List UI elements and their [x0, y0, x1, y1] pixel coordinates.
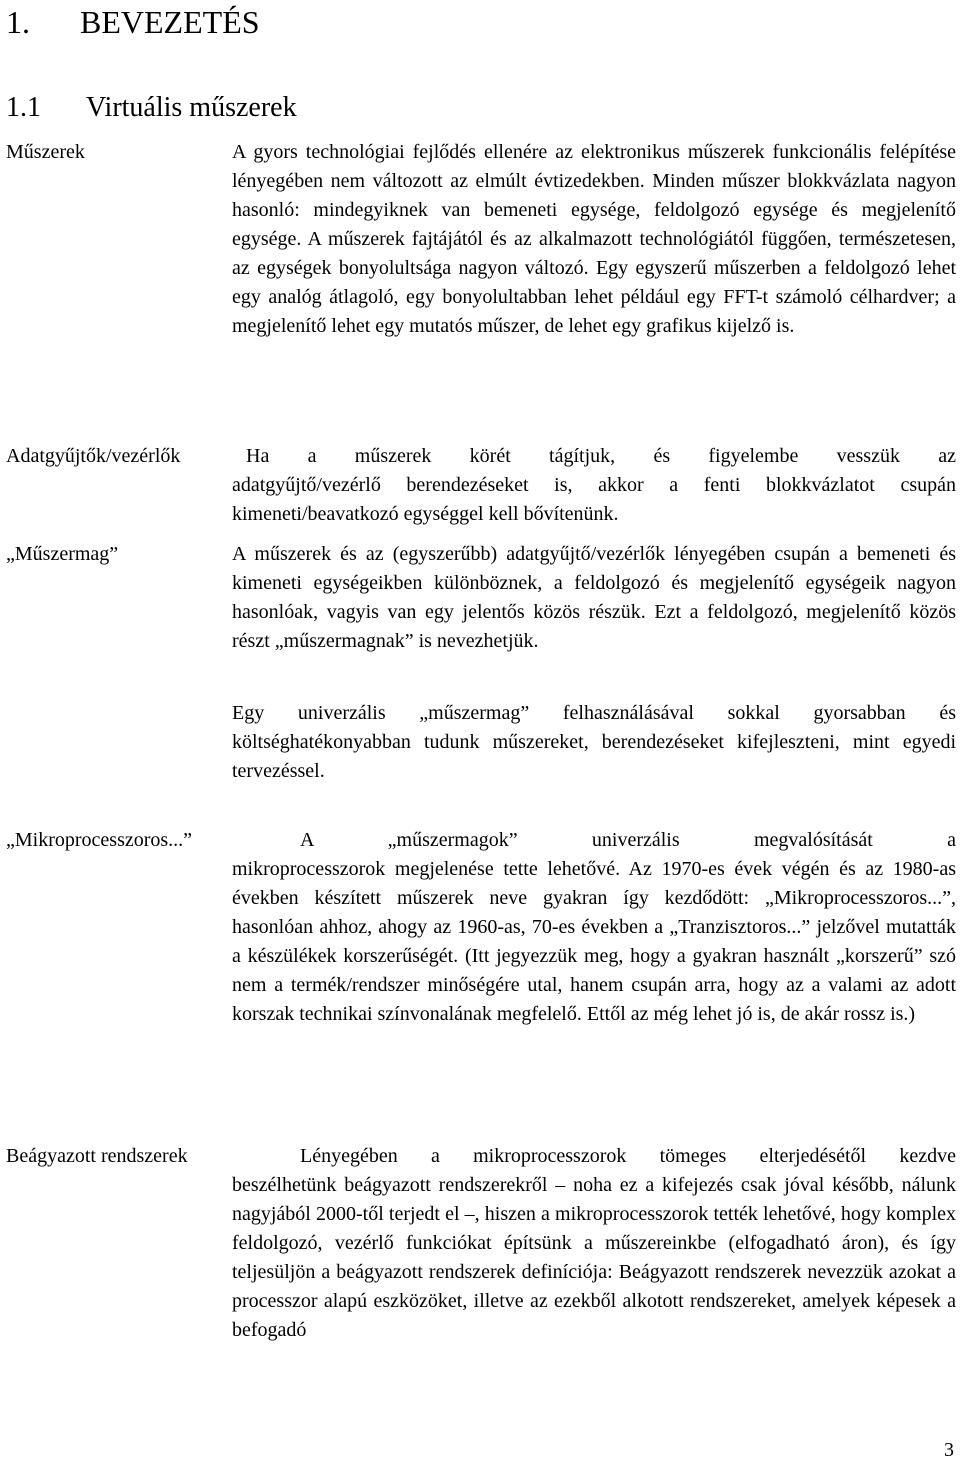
paragraph: Egy univerzális „műszermag” felhasználásával sokkal gyorsabban és költséghatékonyabban tudunk műszereket, berendezéseket kifejleszteni, mint egyedi tervezéssel. [232, 702, 956, 782]
chapter-number: 1. [6, 4, 30, 40]
chapter-title: BEVEZETÉS [80, 4, 260, 40]
paragraph-lead: Lényegében a mikroprocesszorok tömeges elterjedésétől kezdve [300, 1145, 956, 1167]
margin-label: Beágyazott rendszerek [6, 1145, 188, 1167]
margin-label: „Mikroprocesszoros...” [6, 829, 193, 851]
section-heading [6, 88, 297, 128]
margin-label: Műszerek [6, 141, 85, 163]
margin-label: Adatgyűjtők/vezérlők [6, 445, 181, 467]
page-number: 3 [944, 1439, 954, 1461]
chapter-heading [6, 0, 260, 44]
section-title: Virtuális műszerek [86, 92, 297, 123]
paragraph-lead: Ha a műszerek körét tágítjuk, és figyelembe vesszük az [246, 445, 956, 467]
paragraph: adatgyűjtő/vezérlő berendezéseket is, akkor a fenti blokkvázlatot csupán kimeneti/beavatkozó egységgel kell bővítenünk. [232, 474, 956, 525]
paragraph: mikroprocesszorok megjelenése tette lehetővé. Az 1970-es évek végén és az 1980-as években készített műszerek neve gyakran így kezdődött: „Mikroprocesszoros...”, hasonlóan ahhoz, ahogy az 1960-as, 70-es években a „Tranzisztoros...” jelzővel mutatták a készülékek korszerűségét. (Itt jegyezzük meg, hogy a gyakran használt „korszerű” szó nem a termék/rendszer minőségére utal, hanem csupán arra, hogy az a valami az adott korszak technikai színvonalának megfelelő. Ettől az még lehet jó is, de akár rossz is.) [232, 858, 956, 1025]
margin-label: „Műszermag” [6, 543, 119, 565]
paragraph-lead: A „műszermagok” univerzális megvalósítását a [300, 829, 956, 851]
paragraph: A műszerek és az (egyszerűbb) adatgyűjtő/vezérlők lényegében csupán a bemeneti és kimeneti egységeikben különböznek, a feldolgozó és megjelenítő egységeik nagyon hasonlóak, vagyis van egy jelentős közös részük. Ezt a feldolgozó, megjelenítő közös részt „műszermagnak” is nevezhetjük. [232, 543, 956, 652]
section-number: 1.1 [6, 92, 41, 123]
paragraph: A gyors technológiai fejlődés ellenére az elektronikus műszerek funkcionális felépítése lényegében nem változott az elmúlt évtizedekben. Minden műszer blokkvázlata nagyon hasonló: mindegyiknek van bemeneti egysége, feldolgozó egysége és megjelenítő egysége. A műszerek fajtájától és az alkalmazott technológiától függően, természetesen, az egységek bonyolultsága nagyon változó. Egy egyszerű műszerben a feldolgozó lehet egy analóg átlagoló, egy bonyolultabban lehet például egy FFT-t számoló célhardver; a megjelenítő lehet egy mutatós műszer, de lehet egy grafikus kijelző is. [232, 141, 956, 337]
paragraph: beszélhetünk beágyazott rendszerekről – noha ez a kifejezés csak jóval később, nálunk nagyjából 2000-től terjedt el –, hiszen a mikroprocesszorok tették lehetővé, hogy komplex feldolgozó, vezérlő funkciókat építsünk a műszereinkbe (elfogadható áron), és így teljesüljön a beágyazott rendszerek definíciója: Beágyazott rendszerek nevezzük azokat a processzor alapú eszközöket, illetve az ezekből alkotott rendszereket, amelyek képesek a befogadó [232, 1174, 956, 1341]
